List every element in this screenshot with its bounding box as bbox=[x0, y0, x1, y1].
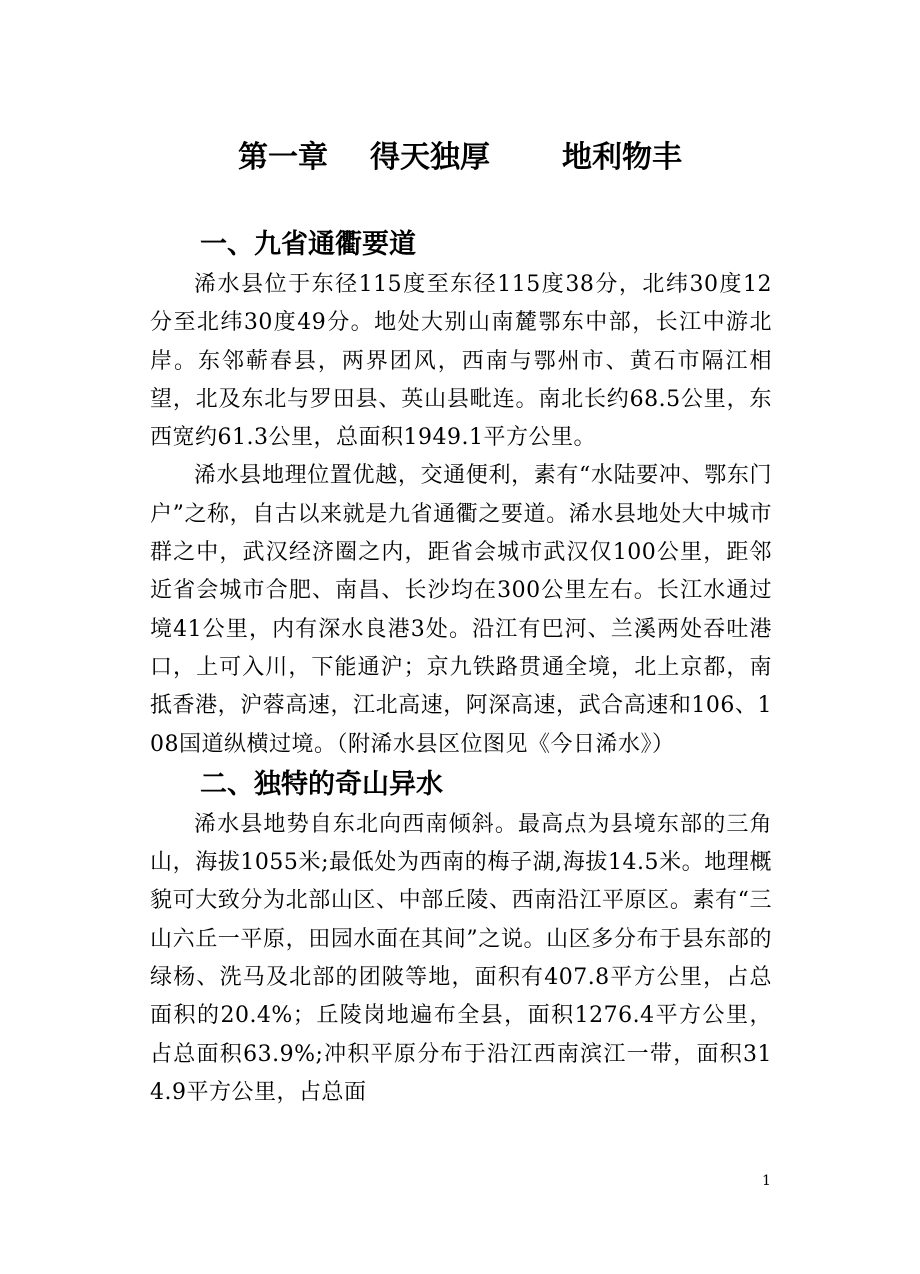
paragraph-transport: 浠水县地理位置优越，交通便利，素有“水陆要冲、鄂东门户”之称，自古以来就是九省通衢之要道。浠水县地处大中城市群之中，武汉经济圈之内，距省会城市武汉仅100公里，距邻近省会城市合肥、南昌、长沙均在300公里左右。长江水通过境41公里，内有深水良港3处。沿江有巴河、兰溪两处吞吐港口，上可入川，下能通沪；京九铁路贯通全境，北上京都，南抵香港，沪蓉高速，江北高速，阿深高速，武合高速和106、108国道纵横过境。（附浠水县区位图见《今日浠水》） bbox=[150, 463, 772, 757]
document-body bbox=[150, 224, 772, 1112]
paragraph-location: 浠水县位于东径115度至东径115度38分，北纬30度12分至北纬30度49分。地处大别山南麓鄂东中部，长江中游北岸。东邻蕲春县，两界团风，西南与鄂州市、黄石市隔江相望，北及东北与罗田县、英山县毗连。南北长约68.5公里，东西宽约61.3公里，总面积1949.1平方公里。 bbox=[150, 272, 772, 451]
chapter-title-part2: 地利物丰 bbox=[562, 140, 682, 175]
chapter-title bbox=[150, 136, 770, 180]
section-heading-2: 二、独特的奇山异水 bbox=[200, 768, 443, 800]
page-number: 1 bbox=[762, 1173, 771, 1189]
chapter-title-part1: 得天独厚 bbox=[370, 140, 490, 175]
chapter-number: 第一章 bbox=[238, 140, 328, 175]
section-heading-1: 一、九省通衢要道 bbox=[200, 229, 416, 260]
paragraph-terrain: 浠水县地势自东北向西南倾斜。最高点为县境东部的三角山，海拔1055米;最低处为西南的梅子湖,海拔14.5米。地理概貌可大致分为北部山区、中部丘陵、西南沿江平原区。素有“三山六丘一平原，田园水面在其间”之说。山区多分布于县东部的绿杨、洗马及北部的团陂等地，面积有407.8平方公里，占总面积的20.4%；丘陵岗地遍布全县，面积1276.4平方公里，占总面积63.9%;冲积平原分布于沿江西南滨江一带，面积314.9平方公里，占总面 bbox=[150, 811, 772, 1105]
